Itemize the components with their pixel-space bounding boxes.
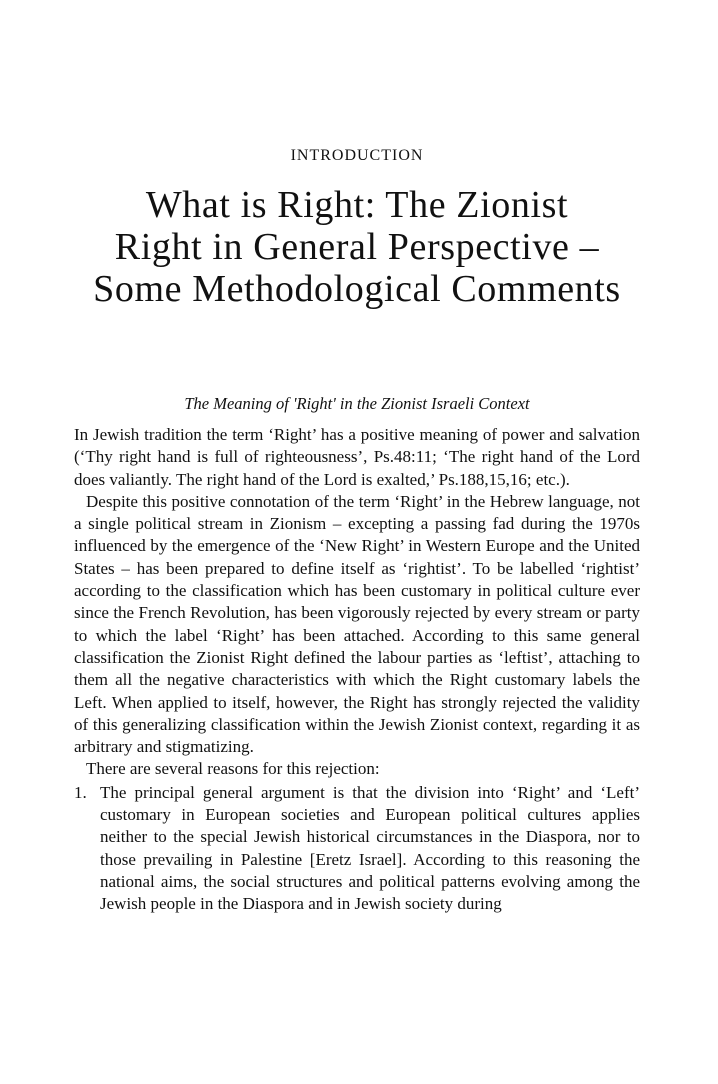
chapter-title-line-1: What is Right: The Zionist (145, 184, 569, 226)
chapter-title-line-2: Right in General Perspective – (114, 226, 600, 268)
paragraph-3: There are several reasons for this rejection: (86, 759, 380, 779)
chapter-kicker: INTRODUCTION (290, 147, 424, 164)
list-item (74, 782, 640, 916)
paragraph-2: Despite this positive connotation of the term ‘Right’ in the Hebrew language, not a single political stream in Zionism – excepting a passing fad during the 1970s influenced by the emergence of the ‘New Right’ in Western Europe and the United States – has been prepared to define itself as ‘rightist’. To be labelled ‘rightist’ according to the classification which has been customary in political culture ever since the French Revolution, has been vigorously rejected by every stream or party to which the label ‘Right’ has been attached. According to this same general classification the Zionist Right defined the labour parties as ‘leftist’, attaching to them all the negative characteristics with which the Right customary labels the Left. When applied to itself, however, the Right has strongly rejected the validity of this generalizing classification within the Jewish Zionist context, regarding it as arbitrary and stigmatizing. (74, 491, 640, 757)
list-item-text: The principal general argument is that the division into ‘Right’ and ‘Left’ customary in European societies and European political cultures applies neither to the special Jewish historical circumstances in the Diaspora, nor to those prevailing in Palestine [Eretz Israel]. According to this reasoning the national aims, the social structures and political patterns evolving among the Jewish people in the Diaspora and in Jewish society during (100, 782, 640, 914)
section-heading: The Meaning of 'Right' in the Zionist Israeli Context (184, 394, 530, 413)
list-item-number: 1. (74, 782, 87, 802)
reasons-list (74, 782, 640, 916)
chapter-title (74, 184, 640, 310)
body-text (74, 424, 640, 916)
chapter-title-line-3: Some Methodological Comments (93, 268, 621, 310)
paragraph-1: In Jewish tradition the term ‘Right’ has a positive meaning of power and salvation (‘Thy right hand is full of righteousness’, Ps.48:11; ‘The right hand of the Lord does valiantly. The right hand of the Lord is exalted,’ Ps.188,15,16; etc.). (74, 425, 640, 489)
